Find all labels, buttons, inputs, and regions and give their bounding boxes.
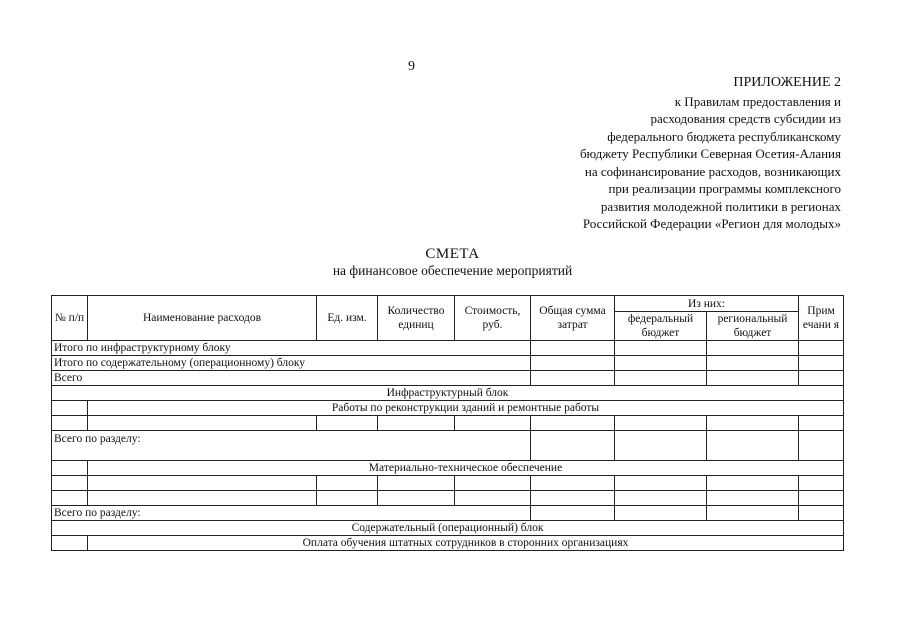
table-row	[52, 416, 844, 431]
section-total-label: Всего по разделу:	[52, 431, 531, 461]
grand-total-label: Всего	[52, 371, 531, 386]
table-row	[52, 461, 844, 476]
table-row	[52, 431, 844, 461]
header-federal: федеральный бюджет	[615, 312, 707, 341]
table-row	[52, 506, 844, 521]
page-number: 9	[408, 59, 415, 74]
training-section-heading: Оплата обучения штатных сотрудников в сторонних организациях	[88, 536, 844, 551]
table-row	[52, 371, 844, 386]
appendix-line: развития молодежной политики в регионах	[600, 198, 841, 214]
total-operational-label: Итого по содержательному (операционному) блоку	[52, 356, 531, 371]
table-row	[52, 536, 844, 551]
appendix-line: при реализации программы комплексного	[608, 181, 841, 196]
appendix-line: к Правилам предоставления и	[674, 93, 841, 109]
document-title: СМЕТА	[425, 246, 480, 262]
appendix-line: на софинансирование расходов, возникающих	[584, 163, 841, 179]
section-total-label: Всего по разделу:	[52, 506, 531, 521]
appendix-line: Российской Федерации «Регион для молодых»	[582, 216, 841, 231]
header-quantity: Количество единиц	[378, 296, 455, 341]
table-row	[52, 521, 844, 536]
header-regional: региональный бюджет	[707, 312, 799, 341]
operational-block-heading: Содержательный (операционный) блок	[52, 521, 844, 536]
header-note: Прим ечани я	[799, 296, 844, 341]
table-row	[52, 491, 844, 506]
header-of-which: Из них:	[615, 296, 799, 312]
infrastructure-block-heading: Инфраструктурный блок	[52, 386, 844, 401]
header-unit: Ед. изм.	[317, 296, 378, 341]
document-subtitle: на финансовое обеспечение мероприятий	[332, 263, 573, 278]
total-infrastructure-label: Итого по инфраструктурному блоку	[52, 341, 531, 356]
appendix-line: федерального бюджета республиканскому	[607, 128, 841, 144]
table-row	[52, 386, 844, 401]
table-row	[52, 476, 844, 491]
table-row	[52, 401, 844, 416]
appendix-line: расходования средств субсидии из	[650, 111, 841, 126]
table-row	[52, 341, 844, 356]
appendix-title: ПРИЛОЖЕНИЕ 2	[733, 75, 841, 90]
header-name: Наименование расходов	[88, 296, 317, 341]
estimate-table	[51, 295, 844, 551]
appendix-block	[511, 74, 841, 233]
table-row	[52, 356, 844, 371]
header-total: Общая сумма затрат	[531, 296, 615, 341]
header-cost: Стоимость, руб.	[455, 296, 531, 341]
appendix-line: бюджету Республики Северная Осетия-Алания	[579, 146, 841, 161]
header-num: № п/п	[52, 296, 88, 341]
reconstruction-section-heading: Работы по реконструкции зданий и ремонтные работы	[88, 401, 844, 416]
material-section-heading: Материально-техническое обеспечение	[88, 461, 844, 476]
